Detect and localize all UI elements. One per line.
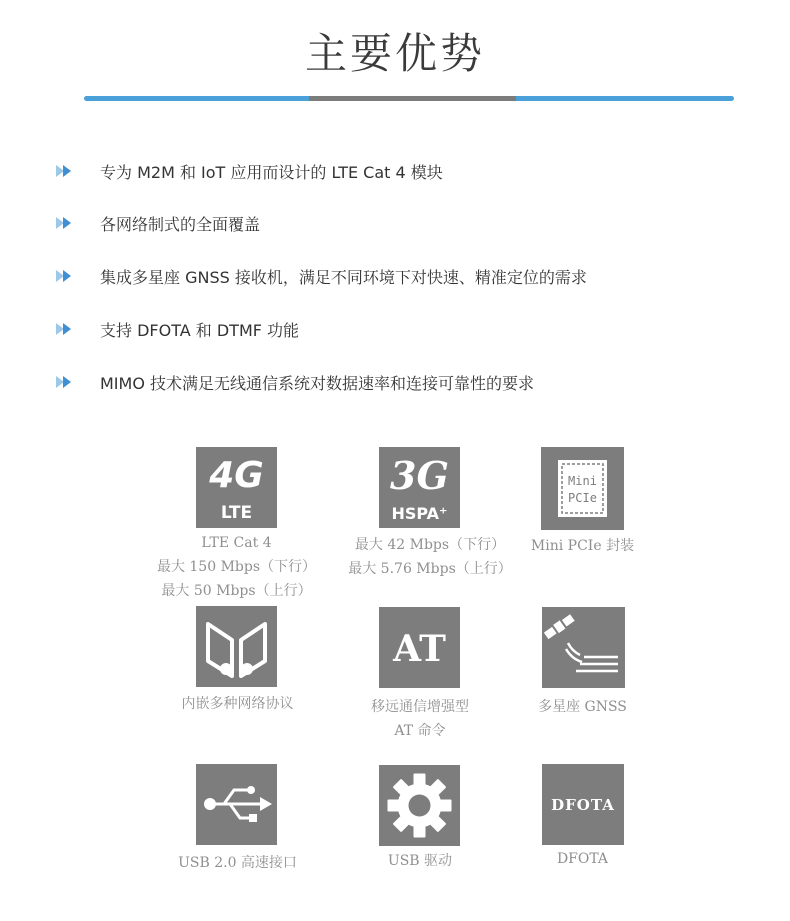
hspa-big-label: 3G [390, 453, 449, 498]
double-arrow-icon [56, 165, 74, 177]
feature-item [56, 370, 534, 394]
feature-text: 支持 DFOTA 和 DTMF 功能 [100, 320, 300, 340]
mini-pcie-line1: Mini [568, 474, 597, 488]
double-arrow-icon [56, 217, 74, 229]
at-label: AT [393, 628, 446, 670]
gnss-caption: 多星座 GNSS [538, 699, 627, 715]
usb-caption: USB 2.0 高速接口 [178, 855, 297, 871]
lte-caption [130, 531, 343, 603]
lte-caption-line: LTE Cat 4 [201, 535, 272, 551]
divider-middle-segment [309, 96, 516, 101]
lte-small-label: LTE [220, 503, 253, 523]
hspa-caption-line: 最大 42 Mbps（下行） [354, 537, 506, 553]
at-caption-line: 移远通信增强型 [371, 699, 469, 715]
gnss-satellite-icon [542, 607, 625, 688]
feature-text: 各网络制式的全面覆盖 [100, 214, 261, 234]
dfota-icon [542, 764, 624, 845]
hspa-3g-icon [379, 447, 460, 528]
mini-pcie-line2: PCIe [568, 491, 597, 505]
feature-text: 集成多星座 GNSS 接收机，满足不同环境下对快速、精准定位的需求 [100, 267, 587, 287]
protocols-caption: 内嵌多种网络协议 [181, 696, 294, 712]
hspa-caption [330, 533, 530, 581]
divider-left-segment [84, 96, 309, 101]
gear-icon [379, 765, 460, 846]
page-title: 主要优势 [304, 29, 485, 78]
feature-item [56, 211, 260, 235]
divider-right-segment [516, 96, 734, 101]
usb-icon [196, 764, 277, 845]
at-caption [335, 695, 505, 743]
feature-text: 专为 M2M 和 IoT 应用而设计的 LTE Cat 4 模块 [100, 162, 443, 182]
lte-caption-line: 最大 150 Mbps（下行） [156, 559, 317, 575]
lte-4g-icon [196, 447, 277, 528]
usb-driver-caption: USB 驱动 [387, 853, 453, 869]
hspa-small-label: HSPA⁺ [391, 504, 448, 523]
mini-pcie-icon [541, 447, 624, 530]
network-protocols-icon [196, 606, 277, 687]
at-command-icon [379, 607, 460, 688]
hspa-caption-line: 最大 5.76 Mbps（上行） [348, 561, 512, 577]
dfota-label: DFOTA [551, 796, 615, 814]
double-arrow-icon [56, 376, 74, 388]
double-arrow-icon [56, 323, 74, 335]
feature-item [56, 264, 587, 288]
double-arrow-icon [56, 270, 74, 282]
mini-pcie-caption: Mini PCIe 封装 [530, 538, 635, 554]
feature-item [56, 159, 443, 183]
title-divider [84, 96, 734, 101]
feature-item [56, 317, 299, 341]
dfota-caption: DFOTA [556, 851, 609, 867]
lte-big-label: 4G [209, 455, 264, 496]
at-caption-line: AT 命令 [394, 723, 446, 739]
lte-caption-line: 最大 50 Mbps（上行） [161, 583, 312, 599]
feature-text: MIMO 技术满足无线通信系统对数据速率和连接可靠性的要求 [100, 373, 535, 393]
